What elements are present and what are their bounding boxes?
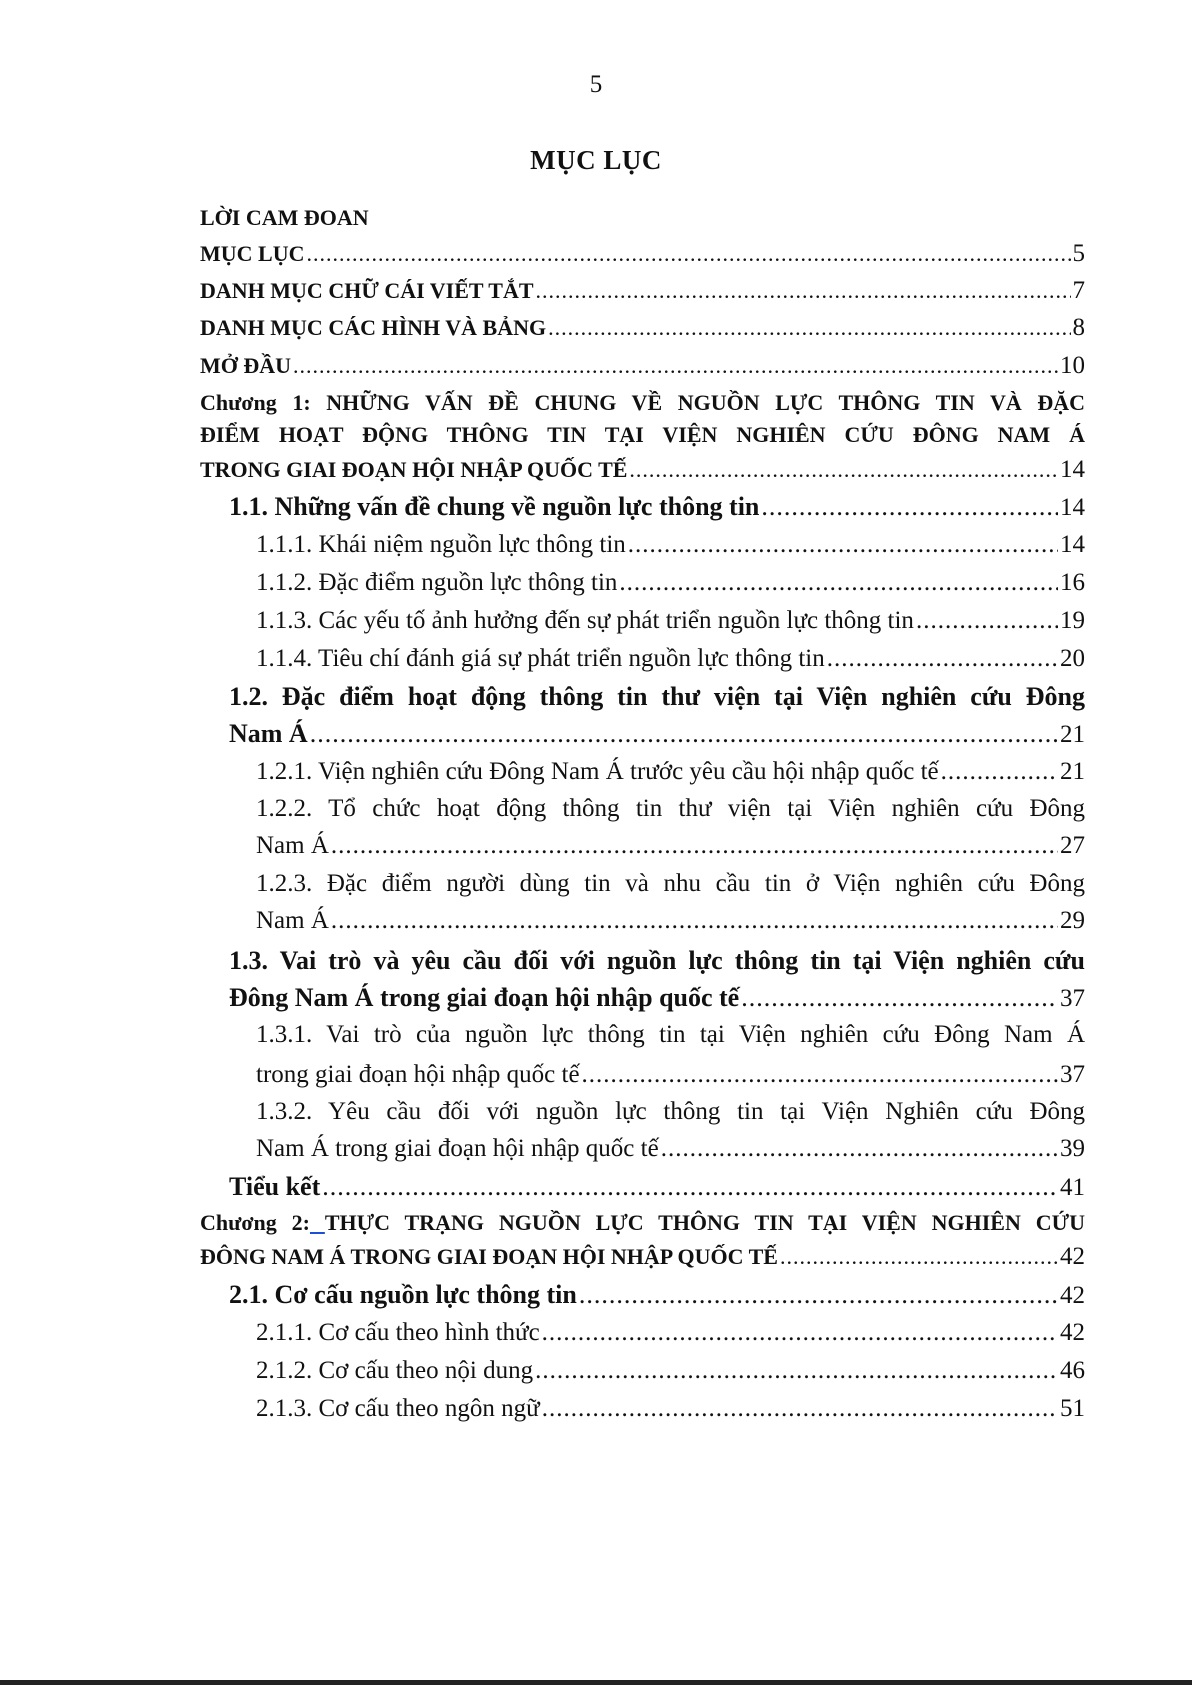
page-bottom-border: [0, 1680, 1192, 1685]
toc-leader-dots: [628, 525, 1058, 565]
toc-page-number: 7: [1072, 277, 1085, 304]
toc-page-number: 37: [1060, 1061, 1085, 1088]
toc-leader-dots: [331, 901, 1058, 941]
toc-leader-dots: [941, 752, 1058, 792]
toc-page-number: 21: [1060, 758, 1085, 785]
toc-leader-dots: [629, 450, 1058, 490]
toc-entry-title: Nam Á: [256, 832, 329, 859]
toc-leader-dots: [661, 1129, 1058, 1169]
toc-entry-line: 1.2. Đặc điểm hoạt động thông tin thư viện tại Viện nghiên cứu Đông: [229, 682, 1085, 711]
toc-entry-title: Đông Nam Á trong giai đoạn hội nhập quốc tế: [229, 983, 740, 1012]
toc-page-number: 8: [1072, 314, 1085, 341]
toc-page-number: 5: [1072, 240, 1085, 267]
toc-page-number: 21: [1060, 721, 1085, 748]
toc-entry[interactable]: [229, 978, 1085, 1018]
toc-leader-dots: [761, 487, 1058, 527]
toc-entry-title: Nam Á: [229, 719, 308, 748]
toc-entry[interactable]: [256, 901, 1085, 941]
toc-entry[interactable]: [256, 1351, 1085, 1391]
toc-page-number: 14: [1060, 456, 1085, 483]
toc-entry-line: 1.3.1. Vai trò của nguồn lực thông tin tại Viện nghiên cứu Đông Nam Á: [256, 1021, 1085, 1048]
toc-leader-dots: [548, 308, 1070, 348]
toc-leader-dots: [827, 639, 1058, 679]
toc-leader-dots: [535, 1351, 1058, 1391]
toc-entry-title: DANH MỤC CÁC HÌNH VÀ BẢNG: [200, 315, 547, 340]
toc-entry-title: 1.1. Những vấn đề chung về nguồn lực thông tin: [229, 492, 760, 521]
toc-entry-title: LỜI CAM ĐOAN: [200, 205, 369, 230]
toc-page-number: 51: [1060, 1395, 1085, 1422]
toc-entry[interactable]: [200, 1237, 1085, 1277]
toc-leader-dots: [293, 346, 1058, 386]
toc-entry[interactable]: [256, 752, 1085, 792]
toc-entry[interactable]: [256, 563, 1085, 603]
toc-entry[interactable]: [229, 1167, 1085, 1207]
toc-leader-dots: [310, 714, 1058, 754]
page-title: MỤC LỤC: [530, 145, 662, 175]
toc-page-number: 37: [1060, 985, 1085, 1012]
toc-entry-title: 2.1.1. Cơ cấu theo hình thức: [256, 1319, 540, 1346]
toc-page-number: 42: [1060, 1243, 1085, 1270]
toc-page-number: 14: [1060, 494, 1085, 521]
toc-leader-dots: [916, 601, 1058, 641]
toc-entry-title: Tiểu kết: [229, 1172, 321, 1201]
toc-entry-title: 1.1.2. Đặc điểm nguồn lực thông tin: [256, 569, 618, 596]
toc-entry[interactable]: [200, 450, 1085, 490]
toc-entry-title: 1.1.4. Tiêu chí đánh giá sự phát triển nguồn lực thông tin: [256, 645, 825, 672]
toc-entry[interactable]: [229, 714, 1085, 754]
toc-entry-title: 2.1.2. Cơ cấu theo nội dung: [256, 1357, 534, 1384]
toc-entry-line: 1.3. Vai trò và yêu cầu đối với nguồn lực thông tin tại Viện nghiên cứu: [229, 946, 1085, 975]
toc-page-number: 27: [1060, 832, 1085, 859]
toc-entry-title: 1.1.1. Khái niệm nguồn lực thông tin: [256, 531, 626, 558]
toc-page-number: 19: [1060, 607, 1085, 634]
toc-entry[interactable]: [256, 1389, 1085, 1429]
toc-entry[interactable]: [256, 826, 1085, 866]
toc-entry[interactable]: [200, 308, 1085, 348]
toc-page-number: 42: [1060, 1319, 1085, 1346]
toc-page-number: 39: [1060, 1135, 1085, 1162]
toc-page-number: 16: [1060, 569, 1085, 596]
toc-entry[interactable]: [200, 234, 1085, 274]
toc-entry-title: 1.1.3. Các yếu tố ảnh hưởng đến sự phát triển nguồn lực thông tin: [256, 607, 914, 634]
toc-leader-dots: [741, 978, 1058, 1018]
toc-entry[interactable]: [229, 1275, 1085, 1315]
toc-entry-title: 1.2.1. Viện nghiên cứu Đông Nam Á trước yêu cầu hội nhập quốc tế: [256, 758, 939, 785]
toc-entry-line: 1.2.2. Tổ chức hoạt động thông tin thư viện tại Viện nghiên cứu Đông: [256, 795, 1085, 822]
toc-leader-dots: [542, 1313, 1058, 1353]
toc-entry-title: trong giai đoạn hội nhập quốc tế: [256, 1061, 580, 1088]
toc-entry-line: 1.3.2. Yêu cầu đối với nguồn lực thông tin tại Viện Nghiên cứu Đông: [256, 1098, 1085, 1125]
toc-leader-dots: [331, 826, 1058, 866]
toc-leader-dots: [542, 1389, 1058, 1429]
toc-page-number: 20: [1060, 645, 1085, 672]
toc-page-number: 46: [1060, 1357, 1085, 1384]
toc-leader-dots: [579, 1275, 1058, 1315]
toc-entry-title: ĐÔNG NAM Á TRONG GIAI ĐOẠN HỘI NHẬP QUỐC TẾ: [200, 1244, 778, 1269]
toc-leader-dots: [536, 271, 1071, 311]
toc-entry[interactable]: [256, 525, 1085, 565]
toc-entry-line: 1.2.3. Đặc điểm người dùng tin và nhu cầu tin ở Viện nghiên cứu Đông: [256, 870, 1085, 897]
toc-entry-title: MỤC LỤC: [200, 241, 305, 266]
toc-leader-dots: [322, 1167, 1058, 1207]
toc-entry-title: Nam Á trong giai đoạn hội nhập quốc tế: [256, 1135, 659, 1162]
toc-entry[interactable]: [200, 346, 1085, 386]
toc-leader-dots: [582, 1055, 1058, 1095]
toc-leader-dots: [619, 563, 1058, 603]
toc-entry-title: Nam Á: [256, 907, 329, 934]
toc-entry-title: 2.1.3. Cơ cấu theo ngôn ngữ: [256, 1395, 540, 1422]
toc-entry-title: TRONG GIAI ĐOẠN HỘI NHẬP QUỐC TẾ: [200, 457, 628, 482]
toc-page-number: 10: [1060, 352, 1085, 379]
toc-page-number: 41: [1060, 1174, 1085, 1201]
toc-entry-line: ĐIỂM HOẠT ĐỘNG THÔNG TIN TẠI VIỆN NGHIÊN CỨU ĐÔNG NAM Á: [200, 422, 1085, 447]
page-number: 5: [589, 71, 603, 98]
toc-page-number: 29: [1060, 907, 1085, 934]
toc-entry-title: 2.1. Cơ cấu nguồn lực thông tin: [229, 1280, 577, 1309]
toc-entry[interactable]: [256, 1313, 1085, 1353]
toc-entry[interactable]: [229, 487, 1085, 527]
toc-entry[interactable]: [200, 198, 1085, 238]
toc-entry-line: Chương 1: NHỮNG VẤN ĐỀ CHUNG VỀ NGUỒN LỰC THÔNG TIN VÀ ĐẶC: [200, 390, 1085, 415]
toc-entry-title: MỞ ĐẦU: [200, 353, 292, 378]
toc-entry[interactable]: [200, 271, 1085, 311]
toc-entry-line: Chương 2: THỰC TRẠNG NGUỒN LỰC THÔNG TIN TẠI VIỆN NGHIÊN CỨU: [200, 1210, 1086, 1235]
toc-page-number: 14: [1060, 531, 1085, 558]
toc-entry[interactable]: [256, 1055, 1085, 1095]
toc-entry[interactable]: [256, 601, 1085, 641]
toc-entry[interactable]: [256, 1129, 1085, 1169]
toc-leader-dots: [780, 1237, 1058, 1277]
toc-entry-title: DANH MỤC CHỮ CÁI VIẾT TẮT: [200, 278, 534, 303]
toc-leader-dots: [307, 234, 1071, 274]
toc-entry[interactable]: [256, 639, 1085, 679]
toc-page-number: 42: [1060, 1282, 1085, 1309]
